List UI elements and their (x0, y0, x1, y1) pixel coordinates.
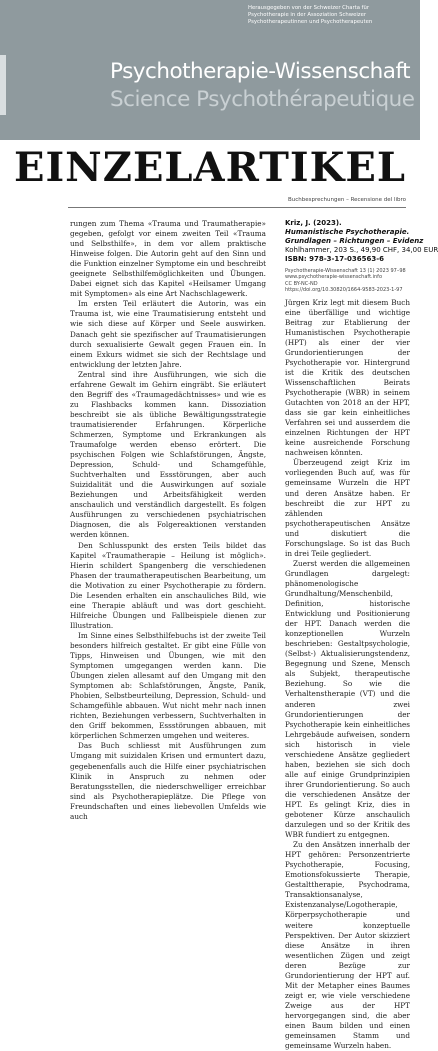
reference-isbn: ISBN: 978-3-17-036563-6 (285, 255, 385, 263)
paragraph: Zu den Ansätzen innerhalb der HPT gehören: Personzentrierte Psychotherapie, Focusing, Emotionsfokussierte Therapie, Gestalttherapie, Psychodrama, Transaktionsanalyse, Existenzanalyse/Logotherapie, Körperpsychotherapie und weitere konzeptuelle Perspektiven. Der Autor skizziert diese Ansätze in ihren wesentlichen Zügen und zeigt deren Bezüge zur Grundorientierung der HPT auf. Mit der Metapher eines Baumes zeigt er, wie viele verschiedene Zweige aus der HPT hervorgegangen sind, die aber einen Baum bilden und einen gemeinsamen Stamm und gemeinsame Wurzeln haben. (285, 840, 410, 1051)
paragraph: Zuerst werden die allgemeinen Grundlagen dargelegt: phänomenologische Grundhaltung/Menschenbild, Definition, historische Entwicklung und Positionierung der HPT. Danach werden die konzeptionellen Wurzeln beschrieben: Gestaltpsychologie, (Selbst-) Aktualisierungstendenz, Begegnung und Szene, Mensch als Subjekt, therapeutische Beziehung. So wie die Verhaltenstherapie (VT) und die anderen zwei Grundorientierungen der Psychotherapie kein einheitliches Lehrgebäude aufweisen, sondern sich historisch in viele verschiedene Ansätze gegliedert haben, beziehen sie sich doch alle auf einige Grundprinzipien ihrer Grundorientierung. So auch die verschiedenen Ansätze der HPT. Es gelingt Kriz, dies in gebotener Kürze anschaulich darzulegen und so der Kritik des WBR fundiert zu entgegnen. (285, 558, 410, 840)
header-divider (68, 207, 406, 208)
paragraph: rungen zum Thema «Trauma und Traumatherapie» gegeben, gefolgt vor einem zweiten Teil «Trauma und Selbsthilfe», in dem vor allem praktische Hinweise folgen. Die Autorin geht auf den Sinn und die Funktion einzelner Symptome ein und beschreibt geeignete Selbsthilfemöglichkeiten und Übungen. Dabei eignet sich das Kapitel «Heilsamer Umgang mit Symptomen» als eine Art Nachschlagewerk. (70, 219, 266, 299)
paragraph: Überzeugend zeigt Kriz im vorliegenden Buch auf, was für gemeinsame Wurzeln die HPT und deren Ansätze haben. Er beschreibt die zur HPT zu zählenden psychotherapeutischen Ansätze und diskutiert die Forschungslage. So ist das Buch in drei Teile gegliedert. (285, 458, 410, 558)
right-column-body (285, 298, 410, 1051)
reference-subtitle: Grundlagen – Richtungen – Evidenz (285, 237, 424, 245)
journal-banner (0, 0, 420, 140)
book-reference (285, 219, 438, 264)
paragraph: Jürgen Kriz legt mit diesem Buch eine überfällige und wichtige Beitrag zur Etablierung der Humanistischen Psychotherapie (HPT) als einer der vier Grundorientierungen der Psychotherapie vor. Hintergrund ist die Kritik des deutschen Wissenschaftlichen Beirats Psychotherapie (WBR) in seinem Gutachten von 2018 an der HPT, dass sie gar kein einheitliches Verfahren sei und ausserdem die einzelnen Richtungen der HPT keine ausreichende Forschung nachweisen könnten. (285, 297, 410, 458)
article-meta (285, 268, 410, 294)
publisher-line: Psychotherapeutinnen und Psychotherapeuten (248, 19, 373, 25)
meta-license: CC BY-NC-ND (285, 280, 318, 287)
publisher-line: Psychotherapie in der Assoziation Schweizer (248, 12, 367, 18)
section-label: Buchbesprechungen – Recensione del libro (287, 197, 406, 203)
banner-mark (0, 55, 6, 115)
publisher-note (248, 5, 416, 26)
reference-publisher: Kohlhammer, 203 S., 49,90 CHF, 34,00 EUR (285, 246, 438, 254)
journal-title-de: Psychotherapie-Wissenschaft (110, 59, 411, 84)
publisher-line: Herausgegeben von der Schweizer Charta für (248, 5, 370, 11)
reference-title: Humanistische Psychotherapie. (285, 228, 410, 236)
meta-website[interactable]: www.psychotherapie-wissenschaft.info (285, 274, 383, 281)
paragraph: Den Schlusspunkt des ersten Teils bildet das Kapitel «Traumatherapie – Heilung ist möglich». Hierin schildert Spangenberg die verschiedenen Phasen der traumatherapeutischen Bearbeitung, um die Motivation zu einer Psychotherapie zu fördern. Die Lesenden erhalten ein anschauliches Bild, wie eine Therapie abläuft und was dort geschieht. Hilfreiche Übungen und Fallbeispiele dienen zur Illustration. (70, 540, 266, 630)
meta-citation: Psychotherapie-Wissenschaft 13 (1) 2023 97–98 (285, 268, 406, 274)
paragraph: Im Sinne eines Selbsthilfebuchs ist der zweite Teil besonders hilfreich gestaltet. Er gibt eine Fülle von Tipps, Hinweisen und Übungen, wie mit den Symptomen umgegangen werden kann. Die Übungen zielen allesamt auf den Umgang mit den Symptomen ab: Schlafstörungen, Ängste, Panik, Phobien, Selbstbeurteilung, Depression, Schuld- und Schamgefühle abbauen. Wut nicht mehr nach innen richten, Beziehungen verbessern, Suchtverhalten in den Griff bekommen, Essstörungen abbauen, mit körperlichen Schmerzen umgehen und weiteres. (70, 630, 266, 741)
right-column (285, 219, 438, 1051)
paragraph: Das Buch schliesst mit Ausführungen zum Umgang mit suizidalen Krisen und ermuntert dazu, gegebenenfalls auch die Hilfe einer psychiatrischen Klinik in Anspruch zu nehmen oder Beratungsstellen, die niederschwelliger erreichbar sind als Psychotherapieplätze. Die Pflege von Freundschaften und eines liebevollen Umfelds wie auch (70, 741, 266, 821)
left-column (70, 219, 266, 821)
meta-doi[interactable]: https://doi.org/10.30820/1664-9583-2023-1-97 (285, 287, 403, 294)
reference-author: Kriz, J. (2023). (285, 219, 342, 227)
journal-title-fr: Science Psychothérapeutique (110, 87, 415, 112)
paragraph: Zentral sind ihre Ausführungen, wie sich die erfahrene Gewalt im Gehirn eingräbt. Sie erläutert den Begriff des «Traumagedächtnisses» und wie es zu Flashbacks kommen kann. Dissoziation beschreibt sie als übliche Bewältigungsstrategie traumatisierender Erfahrungen. Körperliche Schmerzen, Symptome und Erkrankungen als Traumafolge werden ebenso erörtert. Die psychischen Folgen wie Schlafstörungen, Ängste, Depression, Schuld- und Schamgefühle, Suchtverhalten und Essstörungen, aber auch Suizidalität und die Auswirkungen auf soziale Beziehungen und Arbeitsfähigkeit werden anschaulich und verständlich dargestellt. Es folgen Ausführungen zu verschiedenen psychiatrischen Diagnosen, die als Folgereaktionen verstanden werden können. (70, 369, 266, 540)
article-type-heading: EINZELARTIKEL (13, 144, 406, 191)
paragraph: Im ersten Teil erläutert die Autorin, was ein Trauma ist, wie eine Traumatisierung entsteht und wie sich diese auf Körper und Seele auswirken. Danach geht sie spezifischer auf Traumatisierungen durch sexualisierte Gewalt gegen Frauen ein. In einem Exkurs widmet sie sich der Rechtslage und entwicklung der letzten Jahre. (70, 299, 266, 369)
